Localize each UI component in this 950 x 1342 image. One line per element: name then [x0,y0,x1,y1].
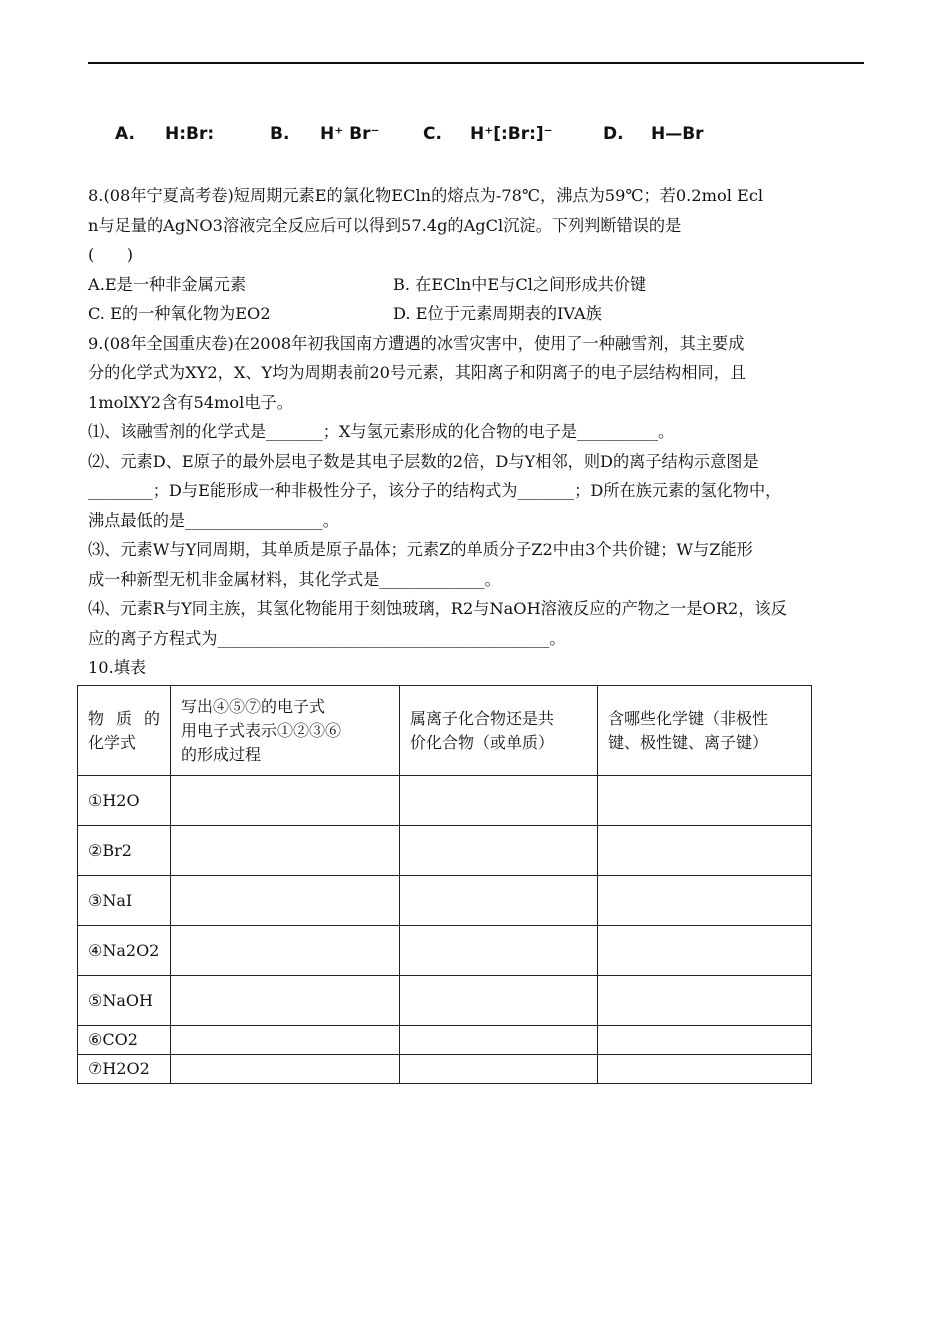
option-d-formula: H—Br [651,124,704,144]
header-type-line1: 属离子化合物还是共 [410,708,555,728]
answer-cell[interactable] [598,876,812,926]
q8-line1: 8.(08年宁夏高考卷)短周期元素E的氯化物ECln的熔点为-78℃，沸点为59℃；若0.2mol Ecl [88,186,764,205]
fill-in-table [77,685,812,1084]
q9-part3-line2: 成一种新型无机非金属材料，其化学式是_____________。 [88,569,501,589]
option-a-label: A. [115,124,135,144]
q8-line2: n与足量的AgNO3溶液完全反应后可以得到57.4g的AgCl沉淀。下列判断错误的是 [88,215,682,235]
answer-cell[interactable] [171,776,400,826]
answer-cell[interactable] [598,976,812,1026]
q9-part4-line2: 应的离子方程式为_________________________________________。 [88,628,566,648]
row-formula: ①H2O [78,776,171,826]
answer-cell[interactable] [598,926,812,976]
header-bond-line1: 含哪些化学键（非极性 [608,708,769,728]
question-8 [88,181,878,683]
option-a-formula: H:Br: [165,124,215,144]
header-formula [78,686,171,776]
q9-part1: ⑴、该融雪剂的化学式是_______；X与氢元素形成的化合物的电子是__________。 [88,422,675,441]
option-c-formula: H⁺[:Br:]⁻ [470,124,553,144]
q8-option-c: C. E的一种氧化物为EO2 [88,304,271,323]
answer-cell[interactable] [598,1055,812,1084]
q8-line3: ( ) [88,245,134,264]
header-electron-formula [171,686,400,776]
options-image [115,118,735,152]
row-formula: ③NaI [78,876,171,926]
row-formula: ⑤NaOH [78,976,171,1026]
option-d-label: D. [603,124,624,144]
answer-cell[interactable] [598,776,812,826]
answer-cell[interactable] [598,1026,812,1055]
answer-cell[interactable] [400,876,598,926]
q10-title: 10.填表 [88,658,147,677]
q9-part2-line3: 沸点最低的是_________________。 [88,510,339,530]
header-type-line2: 价化合物（或单质） [410,732,555,752]
q8-options-row2 [88,299,878,329]
row-formula: ②Br2 [78,826,171,876]
header-bond-type [598,686,812,776]
header-formula-line1: 物 质 的 [88,708,160,728]
q9-line1: 9.(08年全国重庆卷)在2008年初我国南方遭遇的冰雪灾害中，使用了一种融雪剂，其主要成 [88,333,745,353]
q9-part3-line1: ⑶、元素W与Y同周期，其单质是原子晶体；元素Z的单质分子Z2中由3个共价键；W与Z能形 [88,540,753,559]
header-bond-line2: 键、极性键、离子键） [608,732,769,752]
option-b-formula: H⁺ Br⁻ [320,124,380,144]
header-electron-line2: 用电子式表示①②③⑥ [181,720,342,740]
table-row [78,976,812,1026]
q9-part2-line2: ________；D与E能形成一种非极性分子，该分子的结构式为_______；D所在族元素的氢化物中， [88,481,782,500]
q9-part4-line1: ⑷、元素R与Y同主族，其氢化物能用于刻蚀玻璃，R2与NaOH溶液反应的产物之一是OR2，该反 [88,599,787,618]
table-row [78,776,812,826]
option-c-label: C. [423,124,442,144]
table-row [78,1026,812,1055]
table-row [78,826,812,876]
answer-cell[interactable] [171,826,400,876]
q9-part2-line1: ⑵、元素D、E原子的最外层电子数是其电子层数的2倍，D与Y相邻，则D的离子结构示意图是 [88,451,759,471]
q8-options-row1 [88,270,878,300]
option-b-label: B. [270,124,290,144]
row-formula: ⑥CO2 [78,1026,171,1055]
header-rule [88,62,864,64]
answer-cell[interactable] [400,926,598,976]
answer-cell[interactable] [598,826,812,876]
q8-option-d: D. E位于元素周期表的IVA族 [393,304,602,323]
table-header-row [78,686,812,776]
answer-cell[interactable] [400,1026,598,1055]
table-row [78,1055,812,1084]
answer-cell[interactable] [400,1055,598,1084]
answer-cell[interactable] [171,1026,400,1055]
q8-option-b: B. 在ECln中E与Cl之间形成共价键 [393,274,647,294]
answer-cell[interactable] [400,776,598,826]
table-row [78,876,812,926]
header-electron-line1: 写出④⑤⑦的电子式 [181,696,326,716]
answer-cell[interactable] [171,876,400,926]
answer-cell[interactable] [171,1055,400,1084]
q8-option-a: A.E是一种非金属元素 [88,274,247,294]
q9-line3: 1molXY2含有54mol电子。 [88,392,293,412]
header-electron-line3: 的形成过程 [181,744,262,764]
answer-cell[interactable] [400,826,598,876]
header-formula-line2: 化学式 [88,732,137,752]
row-formula: ⑦H2O2 [78,1055,171,1084]
answer-cell[interactable] [171,926,400,976]
table-row [78,926,812,976]
q9-line2: 分的化学式为XY2，X、Y均为周期表前20号元素，其阳离子和阴离子的电子层结构相同，且 [88,363,747,382]
answer-cell[interactable] [400,976,598,1026]
header-compound-type [400,686,598,776]
row-formula: ④Na2O2 [78,926,171,976]
answer-cell[interactable] [171,976,400,1026]
